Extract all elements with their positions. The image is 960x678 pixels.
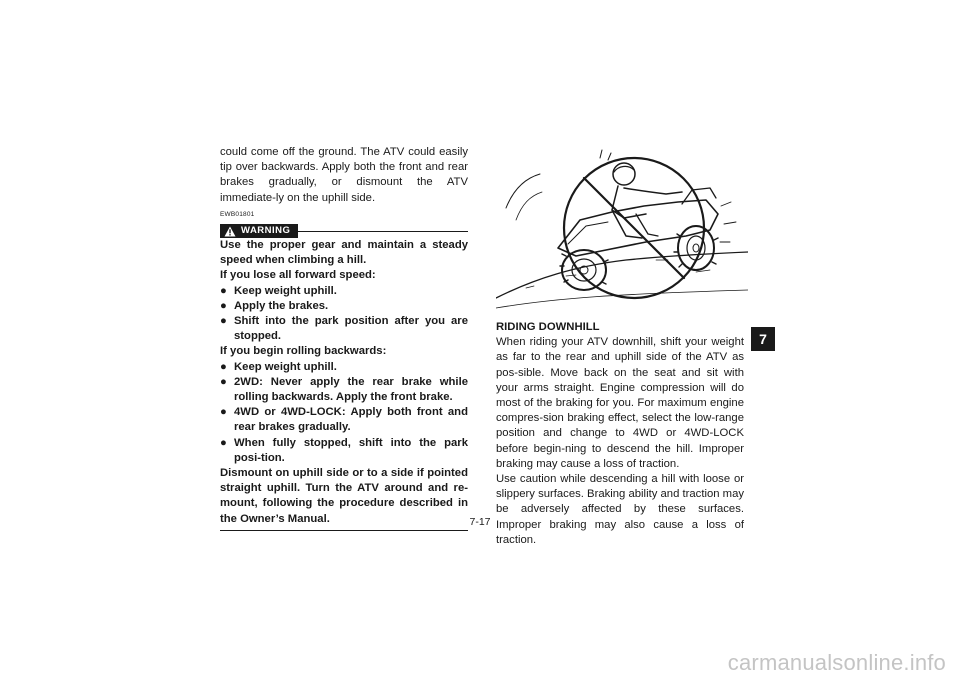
bullet-icon: ● [220,299,227,312]
warning-rule [298,231,468,232]
warning-triangle-icon [224,226,236,237]
right-para-1: When riding your ATV downhill, shift your weight as far to the rear and uphill side of the ATV as pos-sible. Move back on the seat and sit with your arms straight. Engine compression will do most of the braking for you. For maximum engine compres-sion braking effect, select the low-range position and change to 4WD or 4WD-LOCK before begin-ning to descend the hill. Improper braking may cause a loss of traction. [496,336,744,470]
list-item-text: Keep weight uphill. [234,284,337,297]
warning-para-4: Dismount on uphill side or to a side if pointed straight uphill. Turn the ATV around and re-mount, following the procedure described in the Owner’s Manual. [220,467,468,525]
list-item [220,299,468,314]
list-item [220,360,468,375]
intro-paragraph: could come off the ground. The ATV could easily tip over backwards. Apply both the front and rear brakes gradually, or dismount the ATV immediate-ly on the uphill side. [220,146,468,204]
list-item [220,405,468,435]
warning-end-rule [220,530,468,531]
warning-para-1: Use the proper gear and maintain a steady speed when climbing a hill. [220,239,468,267]
bullet-icon: ● [220,436,227,449]
warning-code: EWB01801 [220,210,255,218]
list-item [220,375,468,405]
bullet-icon: ● [220,406,227,419]
left-column [220,145,468,531]
bullet-icon: ● [220,360,227,373]
bullet-icon: ● [220,375,227,388]
list-item-text: Apply the brakes. [234,299,329,312]
list-item [220,284,468,299]
right-para-2: Use caution while descending a hill with loose or slippery surfaces. Braking ability and traction may be adversely affected by these surfaces. Improper braking may also cause a loss of traction. [496,473,745,546]
list-item [220,436,468,466]
warning-label: WARNING [241,225,291,237]
warning-body [220,238,468,527]
section-heading: RIDING DOWNHILL [496,321,600,333]
list-item-text: Keep weight uphill. [234,360,337,373]
warning-para-3: If you begin rolling backwards: [220,345,387,358]
warning-header [220,224,468,238]
list-item [220,314,468,344]
right-column [496,320,744,548]
bullet-icon: ● [220,315,227,328]
atv-hill-prohibited-illustration [496,148,748,318]
list-item-text: Shift into the park position after you are stopped. [234,315,468,343]
bullet-icon: ● [220,284,227,297]
list-item-text: When fully stopped, shift into the park posi-tion. [234,436,468,464]
list-item-text: 2WD: Never apply the rear brake while rolling backwards. Apply the front brake. [234,375,468,404]
warning-para-2: If you lose all forward speed: [220,269,376,282]
warning-badge [220,224,298,238]
list-item-text: 4WD or 4WD-LOCK: Apply both front and rear brakes gradually. [234,406,468,434]
page-number: 7-17 [469,516,491,528]
chapter-tab: 7 [751,327,775,351]
watermark: carmanualsonline.info [727,650,946,675]
